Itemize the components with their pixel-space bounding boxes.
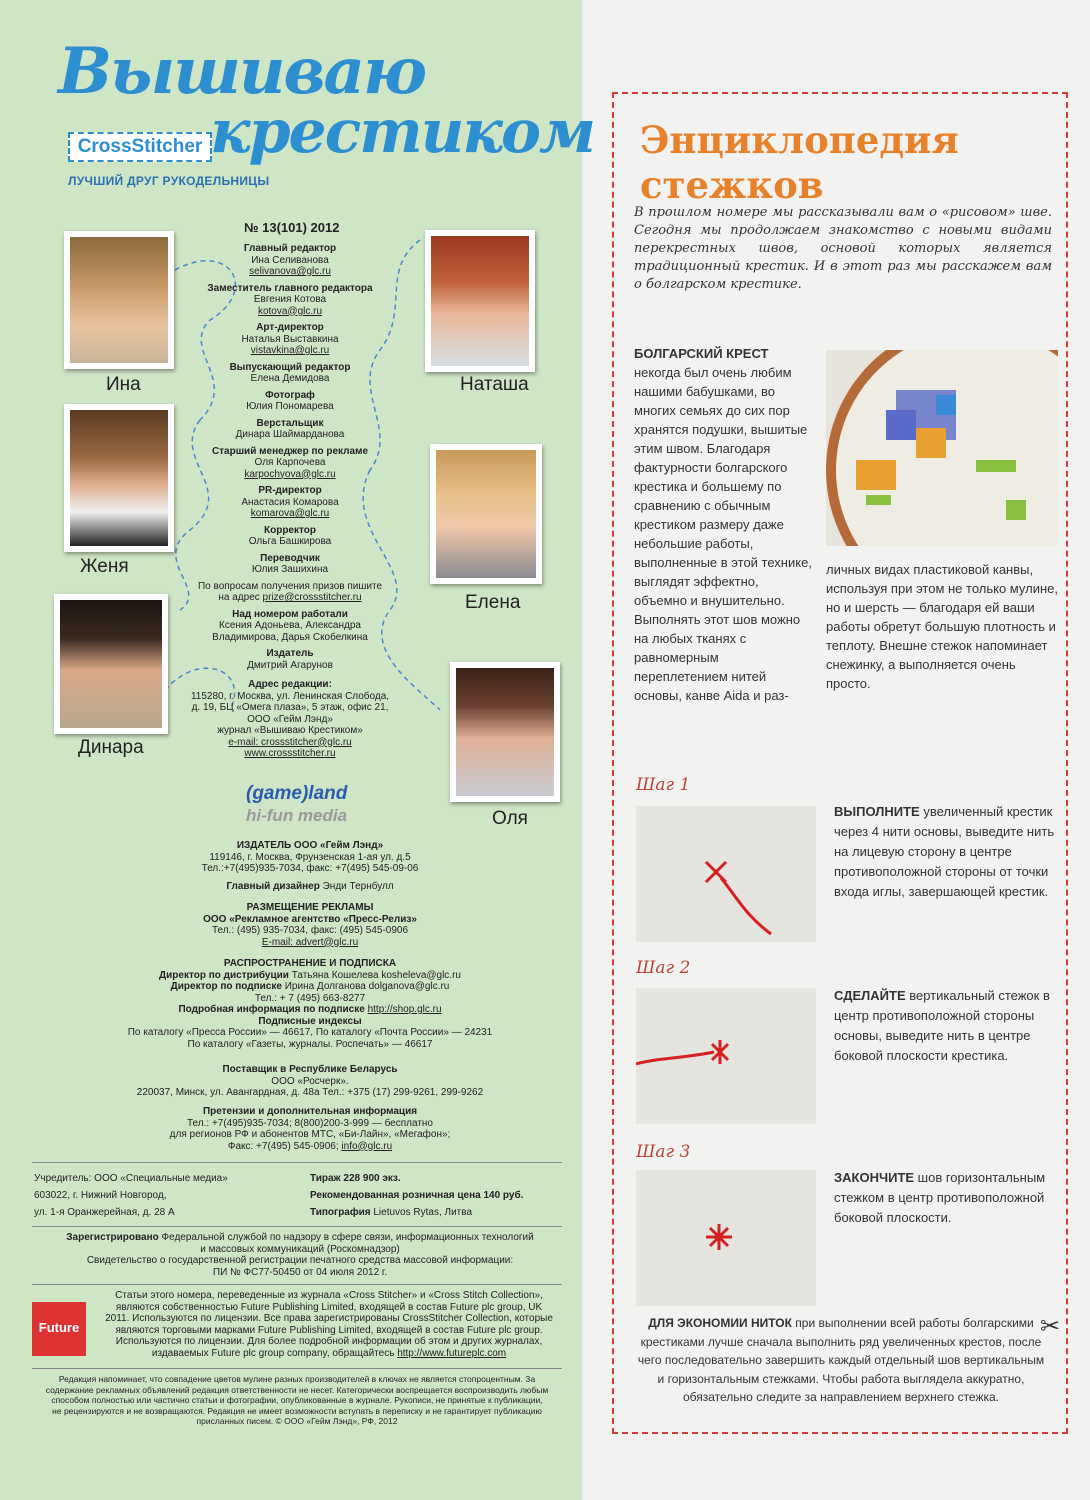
disclaimer-l1: Редакция напоминает, что совпадение цветов мулине разных производителей в ключах не является стопроцентным. За xyxy=(58,1374,536,1384)
publisher-role: Издатель xyxy=(266,648,314,659)
step1-stitch xyxy=(636,806,816,942)
tip-bold: ДЛЯ ЭКОНОМИИ НИТОК xyxy=(648,1316,792,1330)
future-site[interactable]: http://www.futureplc.com xyxy=(397,1347,507,1359)
dist-idx-title: Подписные индексы xyxy=(258,1015,362,1027)
staff-name: Евгения Котова xyxy=(253,294,327,305)
future-l2: являются собственностью Future Publishing Limited, входящей в состав Future plc group, UK xyxy=(115,1301,543,1313)
staff-name: Ольга Башкирова xyxy=(248,536,332,547)
staff-name: Динара Шаймарданова xyxy=(235,429,345,440)
claims-l3: Факс: +7(495) 545-0906; xyxy=(227,1140,339,1152)
worked-line1: Ксения Адоньева, Александра xyxy=(219,620,361,631)
step2-text xyxy=(834,986,1056,1066)
print-block xyxy=(310,1170,523,1221)
future-l5: Используются по лицензии. Для более подробной информации об этом и других журналах, xyxy=(115,1336,543,1347)
staff-email[interactable]: karpochyova@glc.ru xyxy=(244,468,336,480)
publisher-addr: 119146, г. Москва, Фрунзенская 1-ая ул. д.5 xyxy=(209,851,411,863)
staff-email[interactable]: kotova@glc.ru xyxy=(257,305,323,317)
photo-ina xyxy=(64,231,174,369)
designer-role: Главный дизайнер xyxy=(226,880,320,892)
portrait-image xyxy=(60,600,162,728)
article-heading: БОЛГАРСКИЙ КРЕСТ xyxy=(634,346,769,361)
belarus-title: Поставщик в Республике Беларусь xyxy=(222,1064,398,1075)
claims-email[interactable]: info@glc.ru xyxy=(341,1140,393,1152)
staff-role: Верстальщик xyxy=(256,417,324,429)
step1-desc: увеличенный крестик через 4 нити основы, выведите нить на лицевую сторону в центре противоположной стороны от точки входа иглы, завершающей крестик. xyxy=(834,804,1055,899)
publisher-block xyxy=(60,840,560,892)
step1-bold: ВЫПОЛНИТЕ xyxy=(834,804,920,819)
staff-role: Корректор xyxy=(264,524,316,536)
step1-label: Шаг 1 xyxy=(636,775,691,795)
disclaimer-block xyxy=(32,1374,562,1427)
article-title xyxy=(640,118,959,208)
reg-l3: Свидетельство о государственной регистрации печатного средства массовой информации: xyxy=(86,1255,514,1266)
staff-name: Наталья Выставкина xyxy=(241,333,339,345)
staff-role: Заместитель главного редактора xyxy=(207,282,373,294)
portrait-image xyxy=(456,668,554,796)
tagline: ЛУЧШИЙ ДРУГ РУКОДЕЛЬНИЦЫ xyxy=(68,174,270,188)
divider xyxy=(32,1226,562,1227)
prizes-email[interactable]: prize@crossstitcher.ru xyxy=(262,592,362,603)
disclaimer-l5: присланных писем. © ООО «Гейм Лэнд», РФ, 2012 xyxy=(196,1416,398,1426)
prizes-line2: на адрес xyxy=(218,592,260,603)
ads-title: РАЗМЕЩЕНИЕ РЕКЛАМЫ xyxy=(246,902,374,913)
photo-zhenya xyxy=(64,404,174,552)
tip-text: при выполнении всей работы болгарскими крестиками лучше сначала выполнить ряд увеличенных крестов, после чего последовательно завершить каждый отдельный шов вертикальным и горизонтальным стежками. Чтобы работа выглядела аккуратно, обязательно следите за направлением верхнего стежка. xyxy=(637,1316,1045,1404)
staff-list xyxy=(190,243,390,765)
staff-role: Выпускающий редактор xyxy=(229,361,351,373)
ads-email[interactable]: E-mail: advert@glc.ru xyxy=(261,936,359,948)
reg-l2: и массовых коммуникаций (Роскомнадзор) xyxy=(200,1243,400,1255)
address-line: 115280, г. Москва, ул. Ленинская Слобода, xyxy=(190,690,390,702)
staff-email[interactable]: komarova@glc.ru xyxy=(250,508,330,519)
photo-caption-dinara: Динара xyxy=(78,737,144,758)
step3-stitch xyxy=(636,1170,816,1306)
worked-line2: Владимирова, Дарья Скобелкина xyxy=(212,631,368,643)
embroidery-hoop-image xyxy=(826,350,1058,546)
hifun-logo: hi-fun media xyxy=(246,806,348,825)
address-title: Адрес редакции: xyxy=(248,679,332,690)
claims-block xyxy=(60,1106,560,1152)
future-l3: 2011. Используются по лицензии. Все права зарегистрированы CrossStitcher Collection, которые xyxy=(105,1313,553,1324)
step3-desc: шов горизонтальным стежком в центр противоположной боковой плоскости. xyxy=(834,1170,1046,1225)
address-site[interactable]: www.crossstitcher.ru xyxy=(244,748,336,759)
address-line: журнал «Вышиваю Крестиком» xyxy=(217,725,363,736)
hoop-illustration xyxy=(826,350,1058,546)
divider xyxy=(32,1284,562,1285)
photo-dinara xyxy=(54,594,168,734)
dist-idx1: По каталогу «Пресса России» — 46617, По каталогу «Почта России» — 24231 xyxy=(127,1027,493,1038)
step3-bold: ЗАКОНЧИТЕ xyxy=(834,1170,915,1185)
article-body-col2: личных видах пластиковой канвы, используя при этом не только мулине, но и шерсть — благодаря ей ваши работы обретут большую плотность и теплоту. Внешне стежок напоминает снежинку, а выполняется очень просто. xyxy=(826,562,1058,691)
article-intro: В прошлом номере мы рассказывали вам о «рисовом» шве. Сегодня мы продолжаем знакомство с новыми видами перекрестных швов, основой которых является традиционный крестик. И в этот раз мы расскажем вам о болгарском крестике. xyxy=(634,205,1052,292)
disclaimer-l2: содержание рекламных объявлений редакция ответственности не несет. Категорически воспрещается воспроизводить любым xyxy=(45,1384,549,1395)
step1-text xyxy=(834,802,1056,902)
staff-email[interactable]: vistavkina@glc.ru xyxy=(250,345,330,356)
portrait-image xyxy=(70,237,168,363)
dist-tel: Тел.: + 7 (495) 663-8277 xyxy=(254,992,366,1004)
step2-image xyxy=(636,988,816,1124)
step1-image xyxy=(636,806,816,942)
staff-name: Юлия Зашихина xyxy=(251,564,329,575)
article-body-col1 xyxy=(634,344,814,705)
reg-l1b: Зарегистрировано xyxy=(66,1232,159,1243)
tiraz-role: Тираж xyxy=(310,1173,341,1184)
staff-name: Анастасия Комарова xyxy=(241,496,339,508)
founder-l3: ул. 1-я Оранжерейная, д. 28 А xyxy=(34,1207,175,1218)
typo-role: Типография xyxy=(310,1207,371,1218)
divider xyxy=(32,1368,562,1369)
step2-stitch xyxy=(636,988,816,1124)
staff-email[interactable]: selivanova@glc.ru xyxy=(249,266,331,277)
staff-name: Ина Селиванова xyxy=(251,254,329,266)
dist-sub: Ирина Долганова dolganova@glc.ru xyxy=(284,981,450,992)
price: Рекомендованная розничная цена 140 руб. xyxy=(310,1190,524,1201)
portrait-image xyxy=(436,450,536,578)
staff-name: Оля Карпочева xyxy=(254,457,326,468)
dist-dir: Татьяна Кошелева kosheleva@glc.ru xyxy=(291,969,461,981)
reg-l4: ПИ № ФС77-50450 от 04 июля 2012 г. xyxy=(212,1266,388,1278)
claims-l1: Тел.: +7(495)935-7034; 8(800)200-3-999 — бесплатно xyxy=(187,1117,433,1129)
founder-l2: 603022, г. Нижний Новгород, xyxy=(34,1190,167,1201)
designer-name: Энди Тернбулл xyxy=(322,880,394,892)
dist-sub-role: Директор по подписке xyxy=(170,981,282,992)
staff-name: Елена Демидова xyxy=(250,373,330,384)
staff-role: Старший менеджер по рекламе xyxy=(211,445,369,457)
portrait-image xyxy=(70,410,168,546)
dist-info-site[interactable]: http://shop.glc.ru xyxy=(367,1004,442,1015)
prizes-line1: По вопросам получения призов пишите xyxy=(197,580,383,592)
future-l4: являются торговыми марками Future Publishing Limited, входящей в состав Future plc group. xyxy=(115,1324,543,1336)
dist-dir-role: Директор по дистрибуции xyxy=(159,969,289,981)
staff-role: PR-директор xyxy=(258,485,322,496)
founder-block xyxy=(34,1170,228,1221)
photo-natasha xyxy=(425,230,535,372)
article-body1: некогда был очень любим нашими бабушками, во многих семьях до сих пор хранятся подушки, вышитые этим швом. Благодаря фактурности болгарского крестика и большему по сравнению с обычным крестиком размеру даже небольшие работы, выполненные в этой технике, выглядят эффектно, объемно и внушительно. Выполнять этот шов можно на любых тканях с равномерным переплетением нитей основы, канве Aida и раз- xyxy=(634,365,812,703)
address-line: ООО «Гейм Лэнд» xyxy=(247,713,333,725)
distribution-block xyxy=(60,958,560,1050)
step3-text xyxy=(834,1168,1056,1228)
logo-title-line2: крестиком xyxy=(210,97,595,167)
portrait-image xyxy=(431,236,529,366)
disclaimer-l4: не рецензируются и не возвращаются. Редакция не имеет возможности вступать в переписку и не гарантирует публикацию xyxy=(52,1405,542,1416)
dist-info-role: Подробная информация по подписке xyxy=(178,1004,365,1015)
step2-bold: СДЕЛАЙТЕ xyxy=(834,988,906,1003)
worked-role: Над номером работали xyxy=(232,608,348,620)
crossstitcher-logo: CrossStitcher xyxy=(68,132,212,162)
disclaimer-l3: способом полностью или частично статьи и фотографии, опубликованные в журнале. Рукописи, не принятые к публикации, xyxy=(51,1395,543,1405)
step2-desc: вертикальный стежок в центр противоположной стороны основы, выведите нить в центре боковой плоскости крестика. xyxy=(834,988,1050,1063)
photo-caption-zhenya: Женя xyxy=(80,556,129,577)
step2-label: Шаг 2 xyxy=(636,958,691,978)
future-l6: издаваемых Future plc group company, обращайтесь xyxy=(151,1347,395,1359)
belarus-org: ООО «Росчерк». xyxy=(271,1075,349,1087)
step3-label: Шаг 3 xyxy=(636,1142,691,1162)
staff-role: Переводчик xyxy=(260,552,320,564)
staff-role: Главный редактор xyxy=(243,243,337,254)
typo: Lietuvos Rytas, Литва xyxy=(373,1207,473,1218)
founder-l1: Учредитель: ООО «Специальные медиа» xyxy=(34,1173,228,1184)
photo-caption-natasha: Наташа xyxy=(460,374,529,395)
claims-title: Претензии и дополнительная информация xyxy=(202,1106,418,1117)
article-title-line1: Энциклопедия xyxy=(640,118,959,162)
ads-tel: Тел.: (495) 935-7034, факс: (495) 545-0906 xyxy=(211,925,409,936)
future-block xyxy=(96,1290,562,1359)
publisher-title: ИЗДАТЕЛЬ ООО «Гейм Лэнд» xyxy=(236,840,384,851)
publisher-name: Дмитрий Агарунов xyxy=(247,659,333,671)
staff-role: Фотограф xyxy=(265,389,315,401)
claims-l2: для регионов РФ и абонентов МТС, «Би-Лайн», «Мегафон»; xyxy=(169,1129,451,1140)
photo-caption-ina: Ина xyxy=(106,374,141,395)
step3-image xyxy=(636,1170,816,1306)
dist-title: РАСПРОСТРАНЕНИЕ И ПОДПИСКА xyxy=(223,958,397,969)
scissors-icon: ✂ xyxy=(1040,1313,1061,1340)
photo-olya xyxy=(450,662,560,802)
publisher-tel: Тел.:+7(495)935-7034, факс: +7(495) 545-09-06 xyxy=(201,863,419,874)
belarus-addr: 220037, Минск, ул. Авангардная, д. 48а Тел.: +375 (17) 299-9261, 299-9262 xyxy=(136,1087,484,1098)
reg-l1: Федеральной службой по надзору в сфере связи, информационных технологий xyxy=(161,1232,534,1243)
ads-block xyxy=(60,902,560,948)
divider xyxy=(32,1162,562,1163)
staff-role: Арт-директор xyxy=(256,322,324,333)
dist-idx2: По каталогу «Газеты, журналы. Роспечать» — 46617 xyxy=(187,1038,433,1050)
photo-caption-olya: Оля xyxy=(492,808,528,829)
tip-block xyxy=(634,1314,1048,1407)
tiraz-value: 228 900 экз. xyxy=(343,1173,401,1184)
address-line: д. 19, БЦ «Омега плаза», 5 этаж, офис 21, xyxy=(191,702,389,713)
ads-agency: ООО «Рекламное агентство «Пресс-Релиз» xyxy=(203,913,417,925)
belarus-block xyxy=(60,1064,560,1099)
photo-elena xyxy=(430,444,542,584)
logo-title-line1: Вышиваю xyxy=(58,34,426,109)
issue-number: № 13(101) 2012 xyxy=(244,220,340,235)
future-logo: Future xyxy=(32,1302,86,1356)
future-l1: Статьи этого номера, переведенные из журнала «Cross Stitcher» и «Cross Stitch Collection», xyxy=(115,1290,543,1301)
staff-name: Юлия Пономарева xyxy=(246,401,334,412)
registration-block xyxy=(40,1232,560,1278)
address-email[interactable]: e-mail: crossstitcher@glc.ru xyxy=(228,736,352,748)
article-title-line2: стежков xyxy=(640,163,824,207)
photo-caption-elena: Елена xyxy=(465,592,521,613)
gameland-logo: (game)land xyxy=(246,783,348,804)
